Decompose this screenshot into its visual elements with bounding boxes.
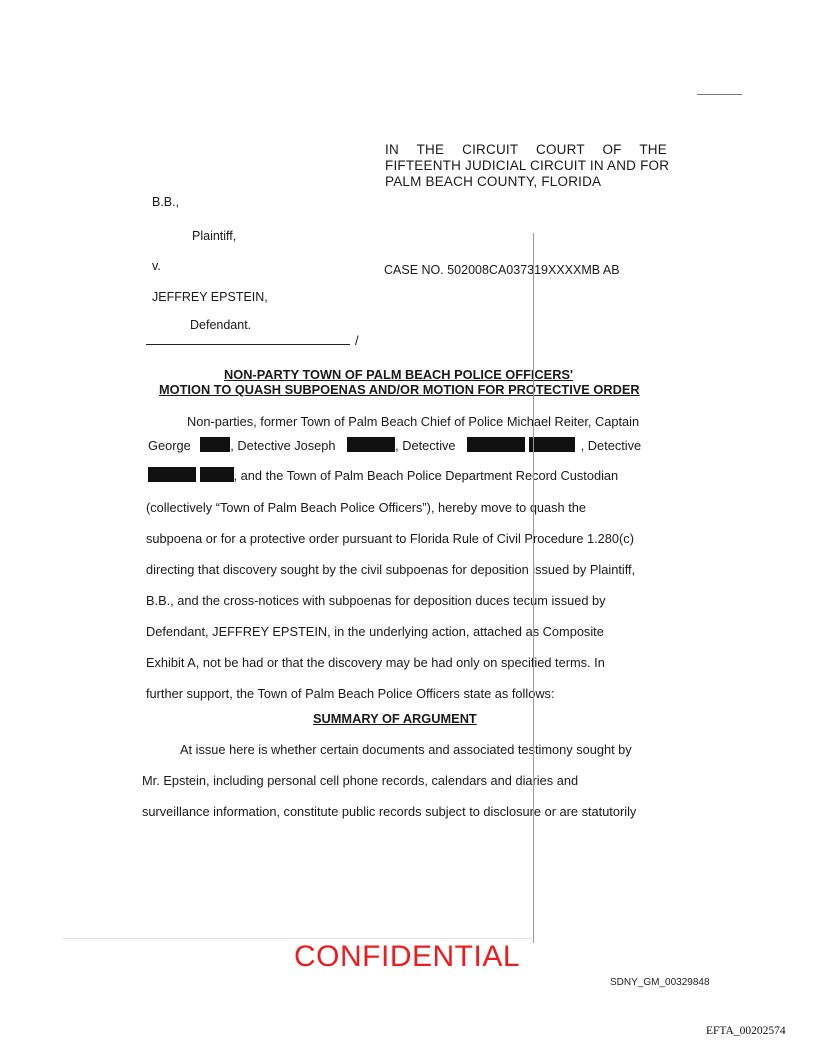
redaction-bar — [200, 437, 230, 452]
court-line-1: IN THE CIRCUIT COURT OF THE — [385, 142, 667, 157]
intro-line-5: subpoena or for a protective order pursuant to Florida Rule of Civil Procedure 1.280(c) — [146, 531, 634, 546]
redaction-bar — [200, 467, 234, 482]
intro-line-6: directing that discovery sought by the civil subpoenas for deposition issued by Plaintiff, — [146, 562, 636, 577]
intro-l2-detective: , Detective — [395, 438, 456, 453]
plaintiff-name: B.B., — [152, 195, 180, 209]
motion-title-line-1: NON-PARTY TOWN OF PALM BEACH POLICE OFFICERS' — [224, 367, 574, 382]
efta-number: EFTA_00202574 — [706, 1025, 786, 1037]
redaction-bar — [529, 437, 575, 452]
intro-line-9: Exhibit A, not be had or that the discovery may be had only on specified terms. In — [146, 655, 605, 670]
intro-line-4: (collectively “Town of Palm Beach Police Officers”), hereby move to quash the — [146, 500, 587, 515]
summary-heading: SUMMARY OF ARGUMENT — [313, 711, 477, 726]
intro-line-1: Non-parties, former Town of Palm Beach Chief of Police Michael Reiter, Captain — [187, 414, 640, 429]
court-line-3: PALM BEACH COUNTY, FLORIDA — [385, 174, 602, 189]
motion-title-line-2: MOTION TO QUASH SUBPOENAS AND/OR MOTION FOR PROTECTIVE ORDER — [159, 382, 640, 397]
scan-fold-line — [533, 233, 534, 943]
summary-line-1: At issue here is whether certain documents and associated testimony sought by — [180, 742, 632, 757]
redaction-bar — [148, 467, 196, 482]
caption-rule — [146, 344, 350, 345]
defendant-name: JEFFREY EPSTEIN, — [152, 290, 268, 304]
intro-line-7: B.B., and the cross-notices with subpoenas for deposition duces tecum issued by — [146, 593, 606, 608]
intro-line-8: Defendant, JEFFREY EPSTEIN, in the underlying action, attached as Composite — [146, 624, 604, 639]
defendant-role: Defendant. — [190, 318, 252, 332]
confidential-stamp: CONFIDENTIAL — [294, 940, 521, 973]
case-number: CASE NO. 502008CA037319XXXXMB AB — [384, 263, 620, 277]
versus: v. — [152, 259, 161, 273]
summary-line-2: Mr. Epstein, including personal cell phone records, calendars and diaries and — [142, 773, 579, 788]
plaintiff-role: Plaintiff, — [192, 229, 237, 243]
court-line-2: FIFTEENTH JUDICIAL CIRCUIT IN AND FOR — [385, 158, 670, 173]
margin-mark — [697, 94, 742, 95]
intro-line-2 — [148, 437, 650, 453]
intro-l2-joseph: , Detective Joseph — [230, 438, 336, 453]
summary-line-3: surveillance information, constitute public records subject to disclosure or are statutorily — [142, 804, 637, 819]
intro-l2-detective-2: , Detective — [580, 438, 642, 453]
redaction-bar — [347, 437, 395, 452]
caption-slash: / — [355, 333, 359, 348]
intro-l2-george: George — [148, 438, 191, 453]
scan-artifact-line — [62, 938, 532, 939]
redaction-bar — [467, 437, 525, 452]
intro-line-3 — [148, 467, 618, 483]
bates-number: SDNY_GM_00329848 — [610, 977, 710, 988]
intro-l3-text: , and the Town of Palm Beach Police Department Record Custodian — [233, 468, 619, 483]
intro-line-10: further support, the Town of Palm Beach Police Officers state as follows: — [146, 686, 555, 701]
court-heading — [385, 142, 670, 190]
